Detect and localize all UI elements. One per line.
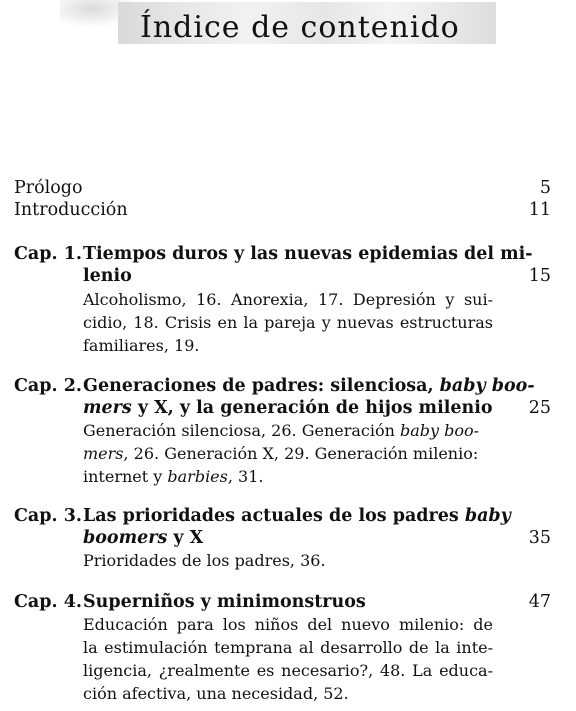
chapter-1-title-line-2: lenio [83, 266, 132, 286]
toc-entry-introduccion-label: Introducción [14, 200, 128, 220]
chapter-1-detail-line-1: Alcoholismo, 16. Anorexia, 17. Depresión y sui- [83, 290, 493, 309]
chapter-3-detail-line-1: Prioridades de los padres, 36. [83, 551, 326, 570]
chapter-2-detail-line-2: mers, 26. Generación X, 29. Generación milenio: [83, 444, 479, 463]
chapter-4-detail-line-3: ligencia, ¿realmente es necesario?, 48. La educa- [83, 661, 493, 680]
chapter-4-label: Cap. 4. [14, 592, 82, 612]
toc-entry-prologo-label: Prólogo [14, 178, 83, 198]
chapter-2-title-line-1: Generaciones de padres: silenciosa, baby boo- [83, 376, 535, 396]
chapter-1-label: Cap. 1. [14, 244, 82, 264]
chapter-2-label: Cap. 2. [14, 376, 82, 396]
chapter-3-page: 35 [528, 528, 551, 548]
chapter-1-title-line-1: Tiempos duros y las nuevas epidemias del mi- [83, 244, 533, 264]
toc-entry-introduccion-page: 11 [528, 200, 551, 220]
chapter-2-detail-line-3: internet y barbies, 31. [83, 467, 264, 486]
chapter-2-detail-line-1: Generación silenciosa, 26. Generación baby boo- [83, 421, 480, 440]
chapter-3-title-line-1: Las prioridades actuales de los padres baby [83, 506, 511, 526]
chapter-1-detail-line-2: cidio, 18. Crisis en la pareja y nuevas estructuras [83, 313, 493, 332]
chapter-4-detail-line-4: ción afectiva, una necesidad, 52. [83, 684, 349, 703]
chapter-2-page: 25 [528, 398, 551, 418]
chapter-3-label: Cap. 3. [14, 506, 82, 526]
toc-entry-prologo-page: 5 [539, 178, 551, 198]
chapter-4-detail-line-1: Educación para los niños del nuevo milenio: de [83, 615, 493, 634]
page-title: Índice de contenido [140, 10, 460, 45]
chapter-1-page: 15 [528, 266, 551, 286]
chapter-1-detail-line-3: familiares, 19. [83, 336, 200, 355]
chapter-2-title-line-2: mers y X, y la generación de hijos milenio [83, 398, 493, 418]
chapter-4-page: 47 [528, 592, 551, 612]
chapter-4-title-line-1: Superniños y minimonstruos [83, 592, 366, 612]
chapter-3-title-line-2: boomers y X [83, 528, 204, 548]
chapter-4-detail-line-2: la estimulación temprana al desarrollo de la inte- [83, 638, 493, 657]
